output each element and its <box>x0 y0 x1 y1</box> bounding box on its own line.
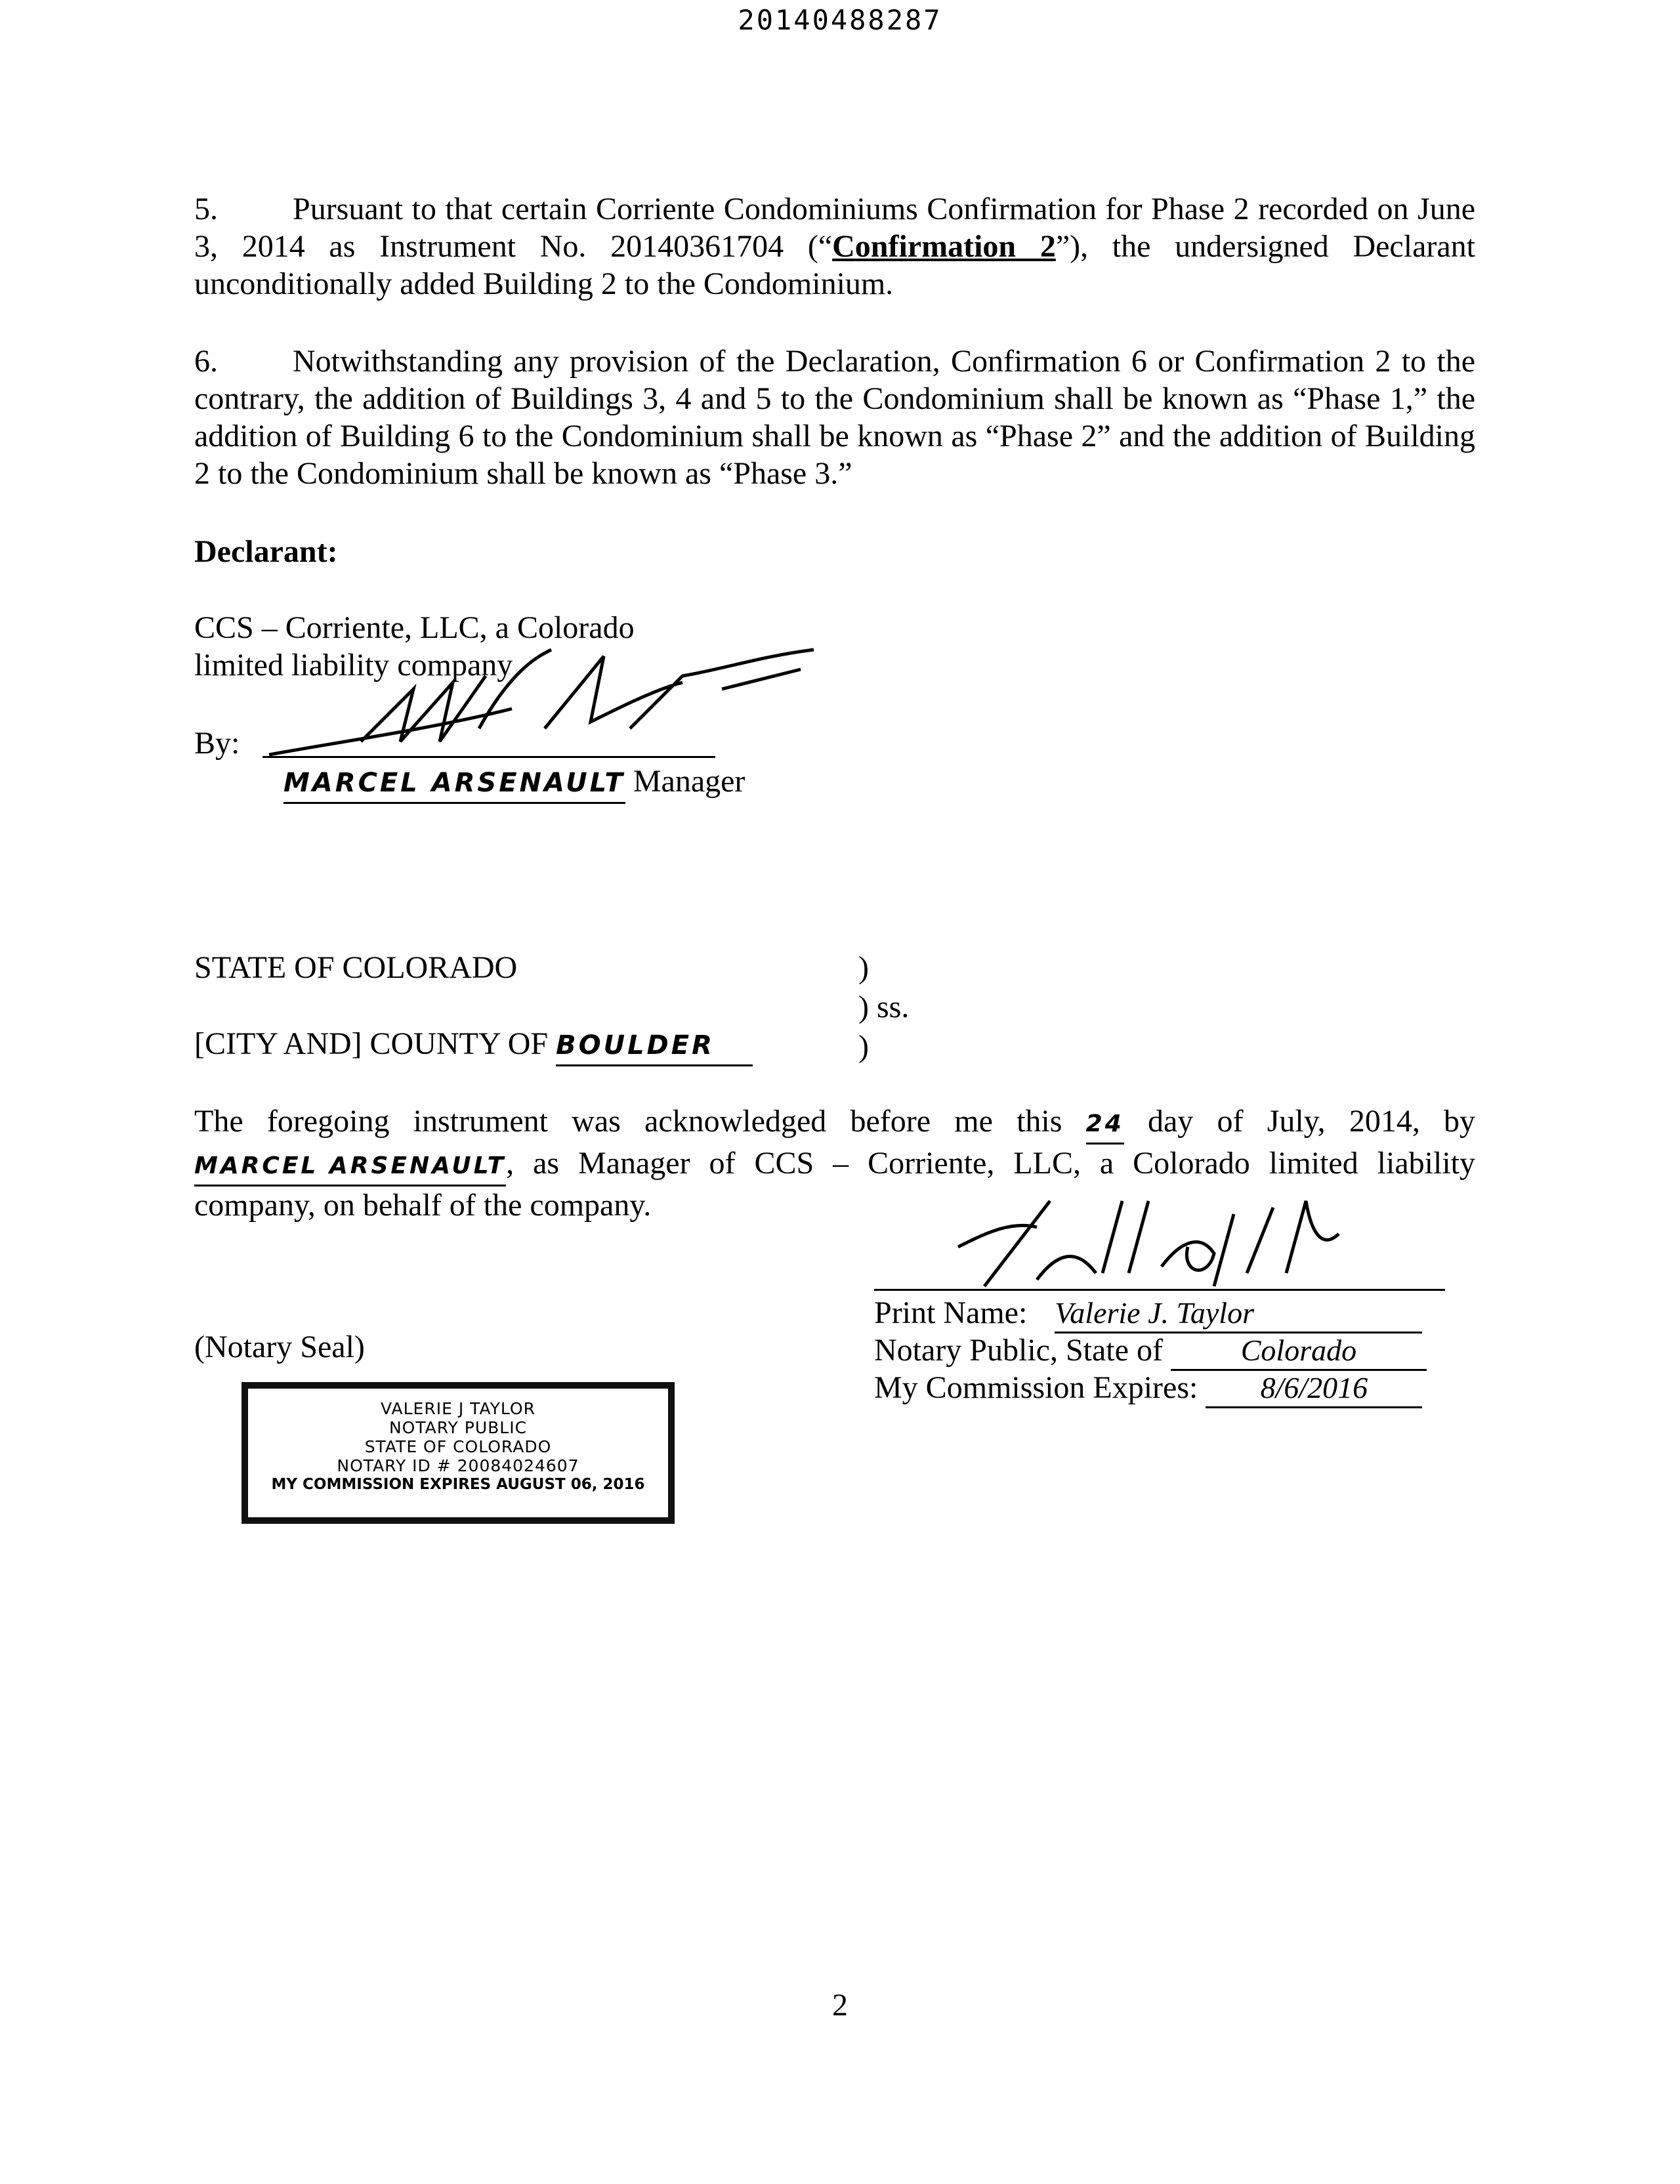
paragraph-6-text: Notwithstanding any provision of the Declaration, Confirmation 6 or Confirmation 2 to the contrary, the addition of Buildings 3, 4 and 5 to the Condominium shall be known as “Phase 1,” the addition of Building 6 to the Condominium shall be known as “Phase 2” and the addition of Building 2 to the Condominium shall be known as “Phase 3.” <box>194 344 1475 491</box>
signer-line <box>284 763 745 804</box>
stamp-expiration: MY COMMISSION EXPIRES AUGUST 06, 2016 <box>271 1476 645 1493</box>
page-number: 2 <box>832 1988 848 2023</box>
stamp-state: STATE OF COLORADO <box>364 1437 552 1456</box>
entity-line-1: CCS – Corriente, LLC, a Colorado <box>194 610 635 645</box>
ack-day-handwritten: 24 <box>1086 1105 1124 1144</box>
state-of-colorado: STATE OF COLORADO <box>194 950 518 985</box>
paragraph-5-number: 5. <box>194 192 218 226</box>
paragraph-6 <box>194 343 1475 492</box>
commission-handwritten: 8/6/2016 <box>1206 1369 1422 1408</box>
paragraph-5-text-a: Pursuant to that certain Corriente Condominiums Confirmation for Phase 2 recorded on June 3, 2014 as Instrument No. 20140361704 (“ <box>194 192 1475 264</box>
recording-number: 20140488287 <box>738 4 942 36</box>
ack-text-1: The foregoing instrument was acknowledged before me this <box>194 1104 1062 1139</box>
signer-name-handwritten: MARCEL ARSENAULT <box>284 765 625 804</box>
paren-3: ) <box>858 1029 869 1064</box>
by-label: By: <box>194 726 240 761</box>
ack-name-handwritten: MARCEL ARSENAULT <box>194 1147 506 1186</box>
ack-text-2: day of July, 2014, by <box>1148 1104 1476 1139</box>
commission-label: My Commission Expires: <box>874 1370 1198 1405</box>
stamp-title: NOTARY PUBLIC <box>388 1418 528 1437</box>
state-of-handwritten: Colorado <box>1171 1332 1427 1371</box>
commission-row <box>874 1369 1422 1408</box>
notary-signature-line <box>874 1289 1445 1291</box>
paragraph-5-text-b: ”), the undersigned Declarant unconditionally added Building 2 to the Condominium. <box>194 229 1475 301</box>
county-label: [CITY AND] COUNTY OF <box>194 1026 549 1061</box>
state-of-label: Notary Public, State of <box>874 1333 1163 1368</box>
county-handwritten: BOULDER <box>556 1027 753 1066</box>
print-name-handwritten: Valerie J. Taylor <box>1055 1294 1422 1334</box>
paren-1: ) <box>858 950 869 985</box>
print-name-row <box>874 1294 1422 1334</box>
stamp-notary-id: NOTARY ID # 20084024607 <box>337 1456 579 1475</box>
defined-term-confirmation-2: Confirmation 2 <box>832 229 1056 264</box>
signer-title: Manager <box>633 764 746 799</box>
paragraph-5 <box>194 190 1475 303</box>
stamp-name: VALERIE J TAYLOR <box>381 1399 536 1418</box>
notary-seal-label: (Notary Seal) <box>194 1330 365 1364</box>
declarant-heading: Declarant: <box>194 534 338 569</box>
ss-marker: ) ss. <box>858 990 910 1024</box>
county-line <box>194 1025 753 1066</box>
state-of-row <box>874 1332 1427 1371</box>
ack-text-3: , as Manager of CCS – Corriente, LLC, a Colorado limited liability company, on behalf of the company. <box>194 1146 1475 1223</box>
notary-signature <box>906 1175 1365 1293</box>
entity-line-2: limited liability company <box>194 648 513 682</box>
notary-stamp <box>242 1382 675 1524</box>
paragraph-6-number: 6. <box>194 344 218 379</box>
print-name-label: Print Name: <box>874 1295 1028 1330</box>
declarant-signature <box>262 630 827 774</box>
